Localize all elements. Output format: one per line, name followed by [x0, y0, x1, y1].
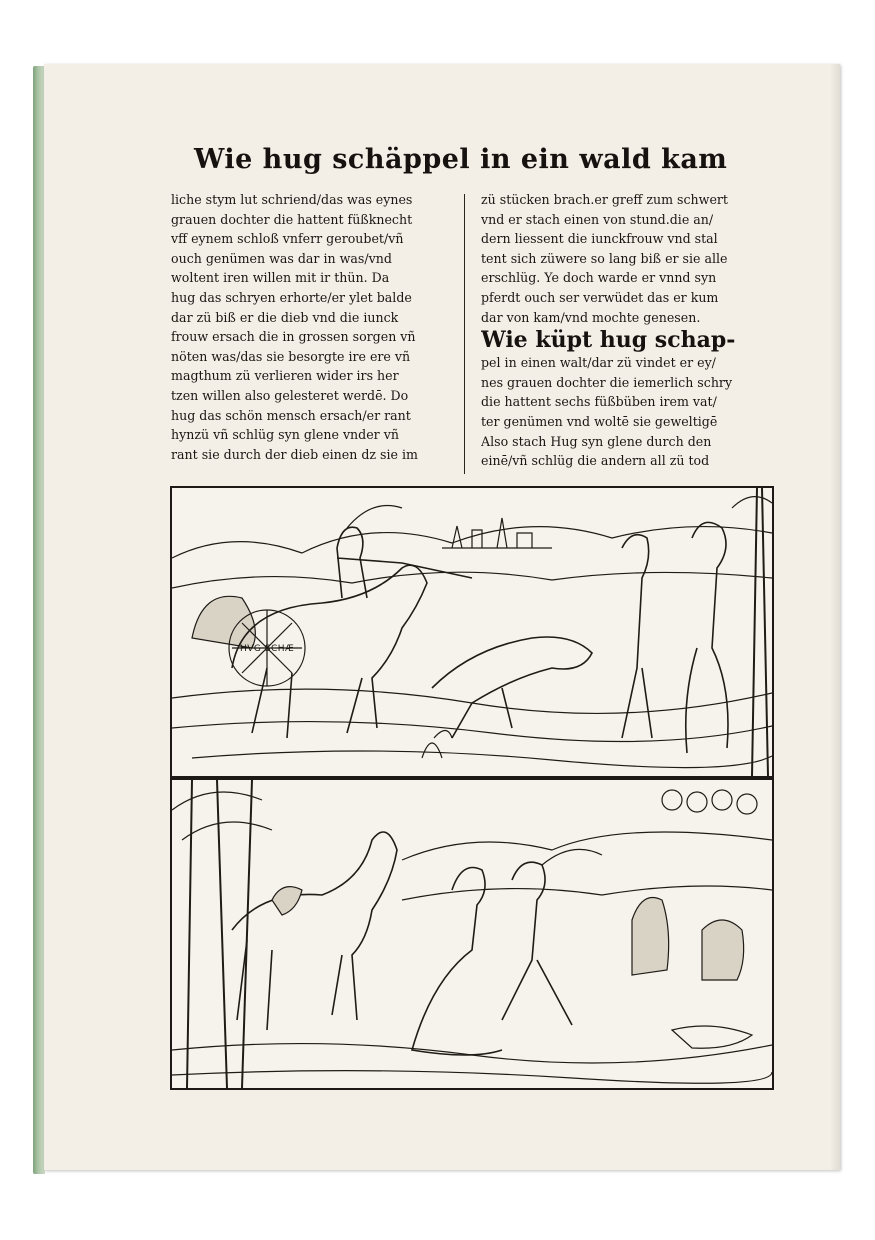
text-column-right	[481, 190, 759, 471]
text-line: pel in einen walt/dar zü vindet er ey/	[481, 355, 716, 371]
text-line: vnd er stach einen von stund.die an/	[481, 211, 714, 227]
page-heading: Wie hug schäppel in ein wald kam	[194, 144, 728, 175]
text-line: tent sich züwere so lang biß er sie alle	[481, 250, 728, 266]
text-line: hynzü vñ schlüg syn glene vnder vñ	[171, 427, 399, 443]
text-line: Also stach Hug syn glene durch den	[481, 433, 712, 449]
text-line: ouch genümen was dar in was/vnd	[171, 250, 392, 266]
woodcut-forest-illustration	[172, 780, 772, 1088]
text-line: liche stym lut schriend/das was eynes	[171, 192, 413, 207]
text-line: dern liessent die iunckfrouw vnd stal	[481, 231, 718, 247]
woodcut-battle-scene	[170, 486, 774, 778]
text-line: dar zü biß er die dieb vnd die iunck	[171, 309, 399, 325]
text-line: hug das schryen erhorte/er ylet balde	[171, 289, 412, 305]
woodcut-forest-scene	[170, 778, 774, 1090]
text-line: zü stücken brach.er greff zum schwert	[481, 192, 728, 207]
book-page	[44, 64, 840, 1170]
woodcut-inscription: HVG·SCHÆ	[240, 644, 295, 654]
text-line: woltent iren willen mit ir thün. Da	[171, 270, 390, 286]
text-column-left	[171, 190, 449, 464]
text-line: hug das schön mensch ersach/er rant	[171, 407, 411, 423]
page-shadow	[830, 64, 840, 1170]
text-line: ter genümen vnd woltē sie geweltigē	[481, 413, 718, 429]
text-line: die hattent sechs füßbüben irem vat/	[481, 394, 717, 410]
text-line: einē/vñ schlüg die andern all zü tod	[481, 453, 710, 469]
text-line: tzen willen also gelesteret werdē. Do	[171, 387, 409, 403]
woodcut-battle-illustration	[172, 488, 772, 776]
text-line: pferdt ouch ser verwüdet das er kum	[481, 289, 719, 305]
text-line: erschlüg. Ye doch warde er vnnd syn	[481, 270, 717, 286]
text-line: dar von kam/vnd mochte genesen.	[481, 309, 701, 325]
chapter-subheading: Wie küpt hug schap-	[481, 327, 736, 354]
text-line: vff eynem schloß vnferr geroubet/vñ	[171, 231, 404, 247]
column-divider	[464, 194, 465, 474]
text-line: frouw ersach die in grossen sorgen vñ	[171, 329, 416, 345]
text-line: grauen dochter die hattent füßknecht	[171, 211, 413, 227]
text-line: rant sie durch der dieb einen dz sie im	[171, 446, 418, 462]
text-line: magthum zü verlieren wider irs her	[171, 368, 399, 384]
text-line: nöten was/das sie besorgte ire ere vñ	[171, 348, 411, 364]
text-line: nes grauen dochter die iemerlich schry	[481, 374, 733, 390]
